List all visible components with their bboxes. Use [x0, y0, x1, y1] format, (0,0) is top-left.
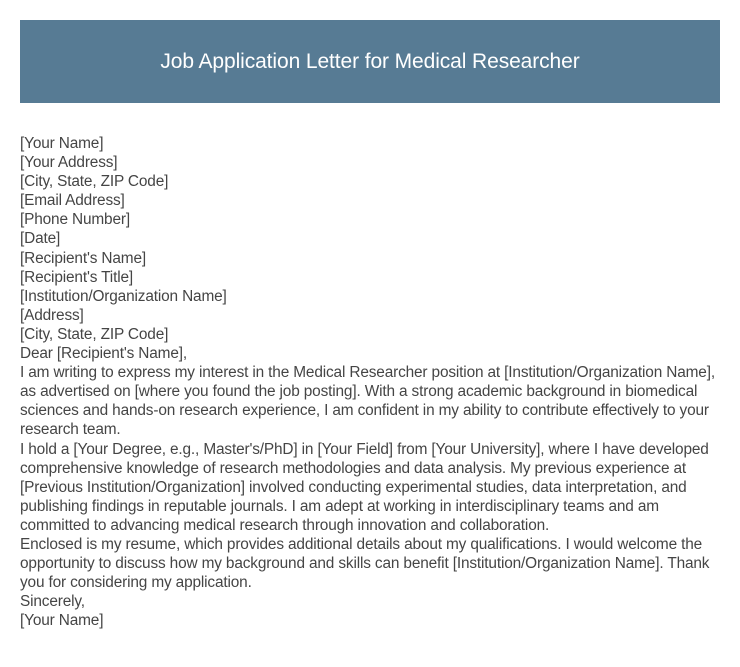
signature: [Your Name]	[20, 612, 104, 630]
page-header	[20, 20, 720, 103]
letter-date: [Date]	[20, 230, 61, 248]
paragraph-experience: I hold a [Your Degree, e.g., Master's/PhD] in [Your Field] from [Your University], where I have developed comprehensive knowledge of research methodologies and data analysis. My previous experience at [Previous Institution/Organization] involved conducting experimental studies, data interpretation, and publishing findings in reputable journals. I am adept at working in interdisciplinary teams and am committed to advancing medical research through innovation and collaboration.	[20, 440, 709, 534]
recipient-name: [Recipient's Name]	[20, 249, 146, 267]
sender-phone: [Phone Number]	[20, 211, 130, 229]
sender-email: [Email Address]	[20, 192, 125, 210]
sender-name: [Your Name]	[20, 135, 104, 152]
sender-city: [City, State, ZIP Code]	[20, 173, 169, 191]
paragraph-closing: Enclosed is my resume, which provides additional details about my qualifications. I would welcome the opportunity to discuss how my background and skills can benefit [Institution/Organization Name]. Thank you for considering my application.	[20, 535, 710, 592]
recipient-institution: [Institution/Organization Name]	[20, 287, 227, 305]
salutation: Dear [Recipient's Name],	[20, 345, 187, 363]
recipient-address: [Address]	[20, 306, 84, 324]
recipient-title: [Recipient's Title]	[20, 268, 134, 286]
closing: Sincerely,	[20, 593, 85, 611]
page-title: Job Application Letter for Medical Researcher	[160, 49, 580, 73]
sender-address: [Your Address]	[20, 154, 118, 172]
letter-body	[20, 134, 722, 630]
recipient-city: [City, State, ZIP Code]	[20, 325, 169, 343]
paragraph-intro: I am writing to express my interest in the Medical Researcher position at [Institution/Organization Name], as advertised on [where you found the job posting]. With a strong academic background in biomedical sciences and hands-on research experience, I am confident in my ability to contribute effectively to your research team.	[20, 364, 715, 439]
